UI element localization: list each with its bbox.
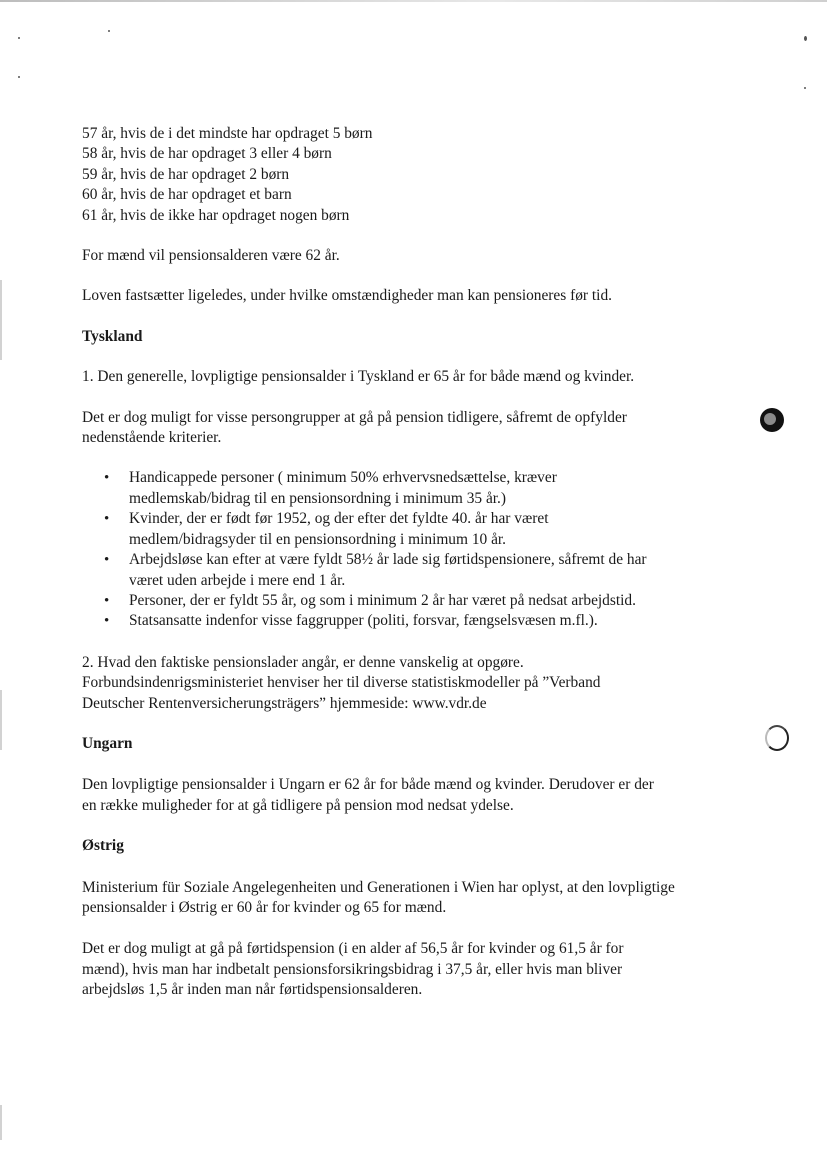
heading-germany: Tyskland	[82, 327, 143, 345]
germany-point-1: 1. Den generelle, lovpligtige pensionsalder i Tyskland er 65 år for både mænd og kvinder.	[82, 368, 635, 386]
text-line: pensionsalder i Østrig er 60 år for kvinder og 65 for mænd.	[82, 898, 447, 916]
age-list-item: 58 år, hvis de har opdraget 3 eller 4 børn	[82, 145, 332, 163]
list-item	[104, 550, 772, 591]
text-line: medlem/bidragsyder til en pensionsordning i minimum 10 år.	[129, 530, 507, 548]
scan-speck	[18, 37, 20, 39]
age-list-item: 57 år, hvis de i det mindste har opdraget 5 børn	[82, 125, 373, 142]
age-list-item: 61 år, hvis de ikke har opdraget nogen børn	[82, 206, 350, 224]
text-line: Kvinder, der er født før 1952, og der efter det fyldte 40. år har været	[129, 510, 549, 528]
list-item	[104, 591, 772, 611]
scan-speck	[108, 30, 110, 32]
text-line: Handicappede personer ( minimum 50% erhvervsnedsættelse, kræver	[129, 469, 557, 487]
text-line: mænd), hvis man har indbetalt pensionsforsikringsbidrag i 37,5 år, eller hvis man bliver	[82, 960, 623, 978]
bullet-icon: •	[104, 592, 110, 609]
bullet-icon: •	[104, 511, 110, 528]
age-list-item: 59 år, hvis de har opdraget 2 børn	[82, 165, 290, 183]
document-body	[82, 124, 772, 1001]
text-line: en række muligheder for at gå tidligere på pension mod nedsat ydelse.	[82, 796, 514, 814]
text-line: Den lovpligtige pensionsalder i Ungarn er 62 år for både mænd og kvinder. Derudover er der	[82, 776, 654, 794]
scan-top-edge	[0, 0, 827, 2]
scan-left-edge-mark	[0, 1105, 2, 1140]
bullet-icon: •	[104, 552, 110, 569]
text-line: Arbejdsløse kan efter at være fyldt 58½ år lade sig førtidspensionere, såfremt de har	[129, 551, 647, 569]
text-line: Det er dog muligt at gå på førtidspension (i en alder af 56,5 år for kvinder og 61,5 år for	[82, 940, 624, 958]
men-pension-age: For mænd vil pensionsalderen være 62 år.	[82, 247, 340, 265]
list-item	[104, 468, 772, 509]
text-line: været uden arbejde i mere end 1 år.	[129, 571, 346, 589]
scan-left-edge-mark	[0, 280, 2, 360]
scan-left-edge-mark	[0, 690, 2, 750]
heading-austria: Østrig	[82, 837, 124, 855]
text-line: medlemskab/bidrag til en pensionsordning i minimum 35 år.)	[129, 489, 507, 507]
list-item	[104, 611, 772, 631]
scan-speck	[804, 87, 806, 89]
text-line: Statsansatte indenfor visse faggrupper (politi, forsvar, fængselsvæsen m.fl.).	[129, 612, 598, 630]
scan-speck	[18, 76, 20, 78]
bullet-icon: •	[104, 613, 110, 630]
austria-paragraph-2	[82, 939, 772, 1000]
germany-point-2	[82, 653, 772, 714]
list-item	[104, 509, 772, 550]
hungary-paragraph	[82, 775, 772, 816]
germany-criteria-list	[82, 468, 772, 631]
scan-speck	[804, 36, 807, 41]
age-list-item: 60 år, hvis de har opdraget et barn	[82, 186, 292, 204]
heading-hungary: Ungarn	[82, 734, 133, 752]
early-retirement-law: Loven fastsætter ligeledes, under hvilke omstændigheder man kan pensioneres før tid.	[82, 287, 612, 305]
age-list	[82, 124, 772, 226]
text-line: Det er dog muligt for visse persongrupper at gå på pension tidligere, såfremt de opfylder	[82, 408, 627, 426]
text-line: Forbundsindenrigsministeriet henviser her til diverse statistiskmodeller på ”Verband	[82, 674, 601, 692]
text-line: arbejdsløs 1,5 år inden man når førtidspensionsalderen.	[82, 981, 423, 999]
austria-paragraph-1	[82, 878, 772, 919]
text-line: Personer, der er fyldt 55 år, og som i minimum 2 år har været på nedsat arbejdstid.	[129, 591, 636, 609]
text-line: 2. Hvad den faktiske pensionslader angår, er denne vanskelig at opgøre.	[82, 653, 524, 671]
text-line: Deutscher Rentenversicherungsträgers” hjemmeside: www.vdr.de	[82, 694, 487, 712]
bullet-icon: •	[104, 470, 110, 487]
germany-intro	[82, 408, 772, 449]
text-line: Ministerium für Soziale Angelegenheiten und Generationen i Wien har oplyst, at den lovpligtige	[82, 878, 675, 896]
text-line: nedenstående kriterier.	[82, 429, 222, 447]
